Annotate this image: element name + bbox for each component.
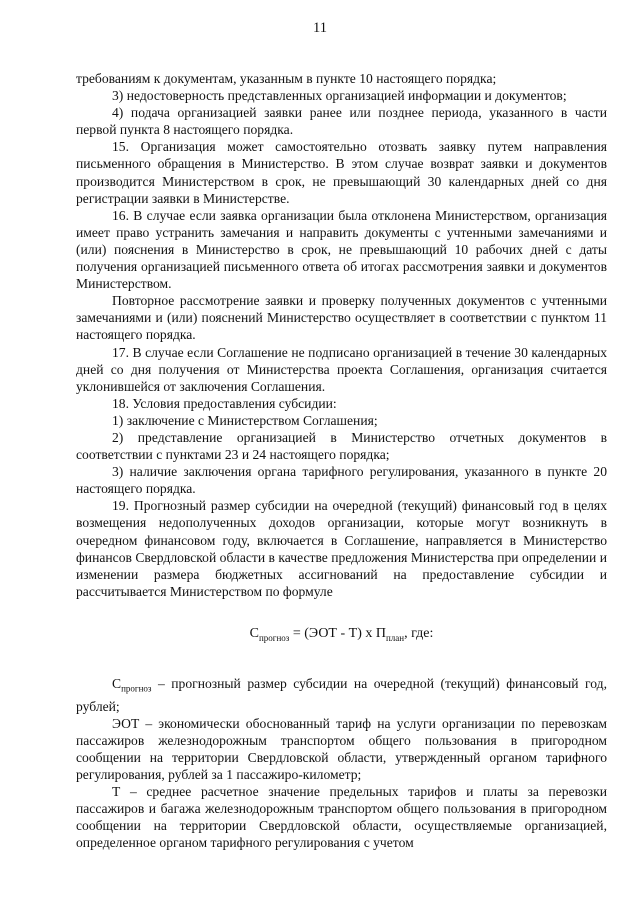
definition-text: ЭОТ – экономически обоснованный тариф на услуги организации по перевозкам пассажиров железнодорожным транспортом общего пользования в пригородном сообщении на территории Свердловской области, утвержденный органом тарифного регулирования, рублей за 1 пассажиро-километр; [76,715,607,782]
formula-symbol: С [249,625,259,641]
formula-expression: = (ЭОТ - Т) х П [289,625,386,641]
paragraph: 4) подача организацией заявки ранее или позднее периода, указанного в части первой пункта 8 настоящего порядка. [76,105,607,138]
paragraph: Повторное рассмотрение заявки и проверку полученных документов с учтенными замечаниями и (или) пояснений Министерство осуществляет в соответствии с пунктом 11 настоящего порядка. [76,293,607,343]
definition-symbol: С [112,675,122,691]
definition-paragraph [76,783,607,851]
paragraph: 15. Организация может самостоятельно отозвать заявку путем направления письменного обращения в Министерство. В этом случае возврат заявки и документов производится Министерством в срок, не превышающий 30 календарных дней со дня регистрации заявки в Министерстве. [76,139,607,206]
formula [76,625,607,647]
definition-text: Т – среднее расчетное значение предельных тарифов и платы за перевозки пассажиров и багажа железнодорожным транспортом общего пользования в пригородном сообщении на территории Свердловской области, осуществляемые организацией, определенное органом тарифного регулирования с учетом [76,784,607,851]
formula-tail: , где: [404,625,434,641]
page-number: 11 [313,20,327,36]
definition-paragraph [76,715,607,783]
paragraph: 2) представление организацией в Министерство отчетных документов в соответствии с пунктами 23 и 24 настоящего порядка; [76,429,607,463]
definition-text: – прогнозный размер субсидии на очередной (текущий) финансовый год, рублей; [76,675,607,714]
formula-subscript-plan: план [385,632,405,643]
paragraph: 16. В случае если заявка организации была отклонена Министерством, организация имеет право устранить замечания и направить документы с учтенными замечаниями и (или) пояснения в Министерство в срок, не превышающий 10 рабочих дней с даты получения организацией письменного ответа об итогах рассмотрения заявки и документов Министерством. [76,207,607,292]
paragraph: 18. Условия предоставления субсидии: [112,395,337,411]
paragraph: 19. Прогнозный размер субсидии на очередной (текущий) финансовый год в целях возмещения недополученных доходов организации, которые могут возникнуть в очередном финансовом году, включается в Соглашение, направляется в Министерство финансов Свердловской области в качестве предложения Министерства при определении и изменении размера бюджетных ассигнований на предоставление субсидии и рассчитывается Министерством по формуле [76,498,607,599]
paragraph: 3) наличие заключения органа тарифного регулирования, указанного в пункте 20 настоящего порядка. [76,464,607,497]
definition-paragraph [76,675,607,715]
definition-symbol-subscript: прогноз [121,683,152,694]
paragraph-list [76,70,607,600]
paragraph: 17. В случае если Соглашение не подписано организацией в течение 30 календарных дней со дня получения от Министерства проекта Соглашения, организация считается уклонившейся от заключения Соглашения. [76,344,607,394]
paragraph: 1) заключение с Министерством Соглашения; [112,412,378,428]
document-body [76,70,607,851]
paragraph: 3) недостоверность представленных организацией информации и документов; [112,88,567,104]
formula-subscript: прогноз [258,632,290,643]
paragraph: требованиям к документам, указанным в пункте 10 настоящего порядка; [76,71,497,86]
definition-list [76,675,607,852]
